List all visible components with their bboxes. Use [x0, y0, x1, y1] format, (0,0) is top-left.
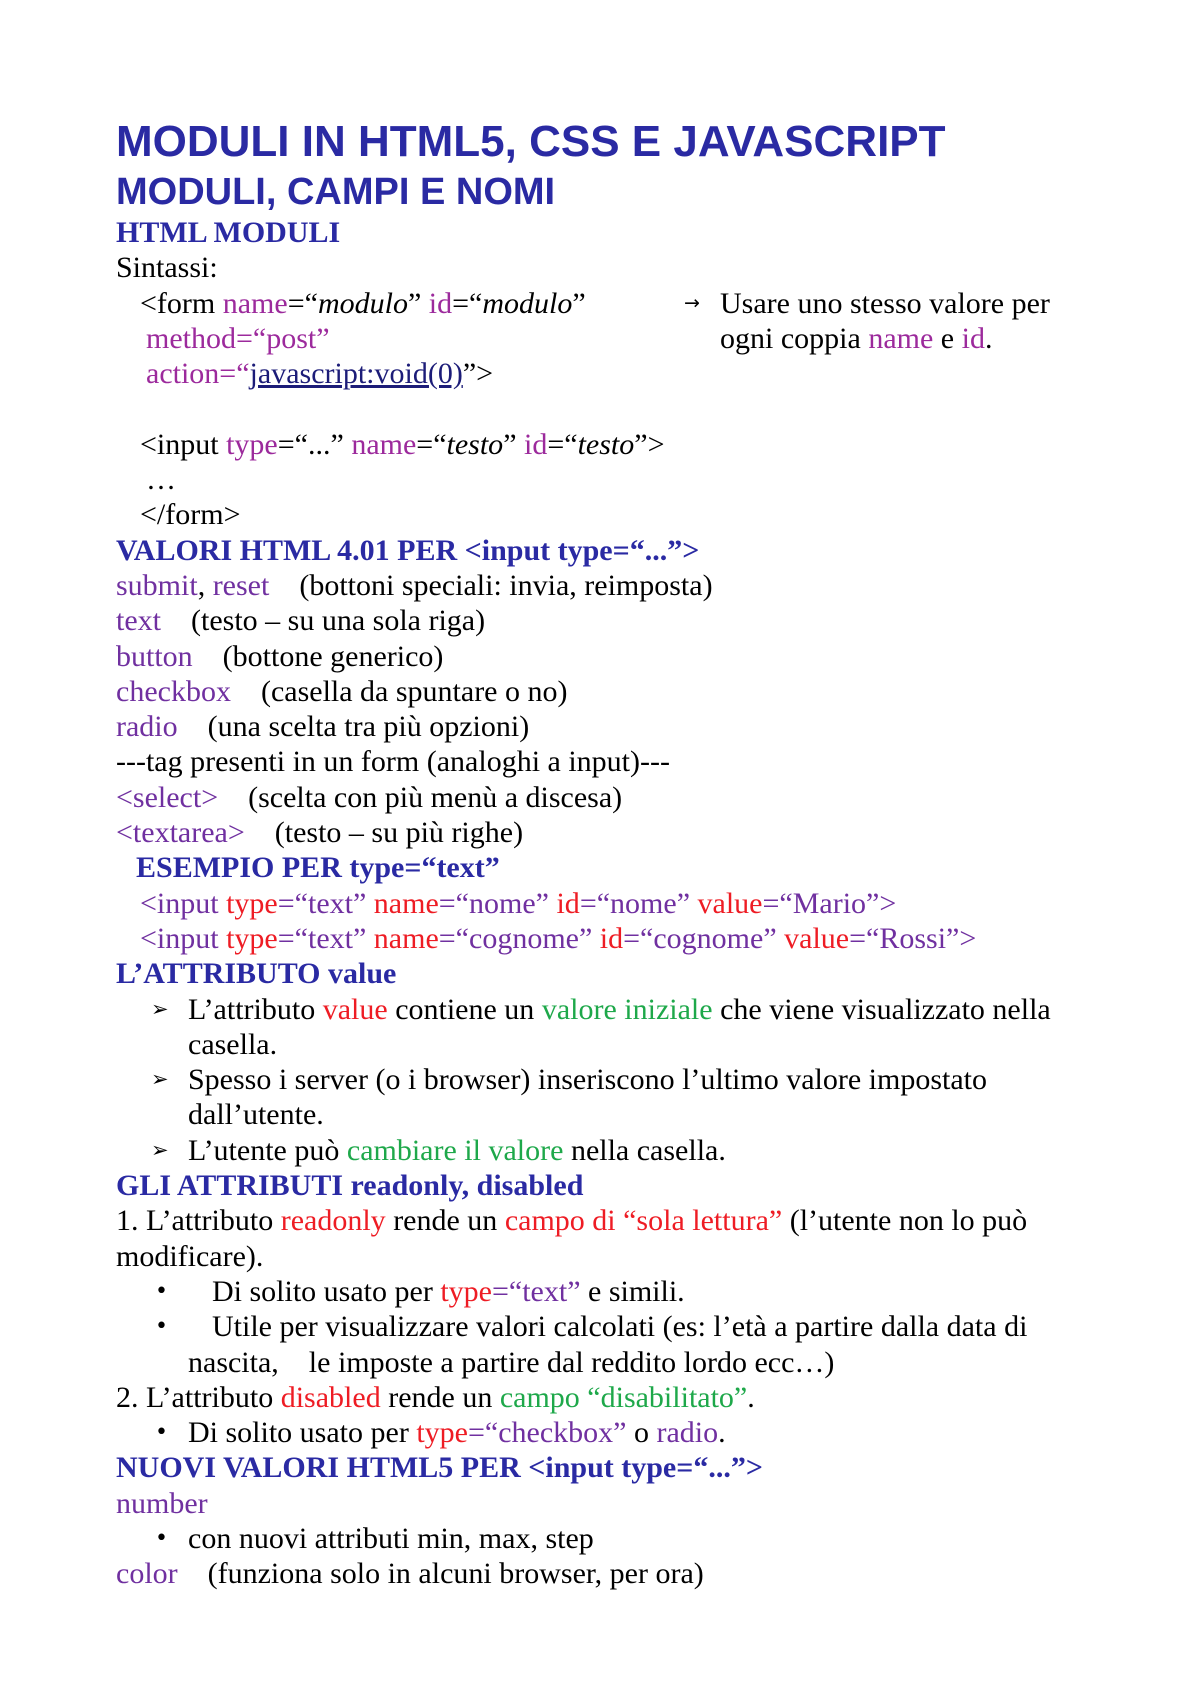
text-run: o — [626, 1416, 657, 1450]
text-run: (una scelta tra più opzioni) — [177, 710, 530, 744]
highlighted-text: id — [961, 321, 985, 355]
text-run: (scelta con più menù a discesa) — [218, 780, 623, 814]
example-code-line — [0, 921, 1200, 956]
section-heading-esempio: ESEMPIO PER type=“text” — [136, 851, 500, 885]
text-run: (funziona solo in alcuni browser, per ora) — [177, 1557, 704, 1591]
side-note-text — [720, 286, 1050, 321]
highlighted-text: cambiare il valore — [346, 1133, 564, 1167]
highlighted-text: valore iniziale — [541, 992, 713, 1026]
text-run: ” — [503, 427, 525, 461]
text-run: </form> — [140, 498, 241, 532]
input-type-item — [0, 639, 1200, 674]
example-code-line — [0, 886, 1200, 921]
text-run: (testo – su più righe) — [244, 816, 524, 850]
dot-bullet-icon: • — [155, 1420, 168, 1446]
highlighted-text: =“checkbox” — [467, 1416, 627, 1450]
text-run: rende un — [380, 1380, 500, 1414]
text-run: (casella da spuntare o no) — [230, 674, 568, 708]
text-run: ” — [407, 286, 429, 320]
text-run: =“ — [287, 286, 318, 320]
highlighted-text: name — [373, 921, 439, 955]
text-run: nella casella. — [563, 1133, 726, 1167]
code-text — [146, 322, 330, 355]
text-run: e simili. — [580, 1274, 685, 1308]
page-title: MODULI IN HTML5, CSS E JAVASCRIPT — [116, 117, 946, 166]
text-run: Di solito usato per — [212, 1274, 441, 1308]
form-close-tag-line — [0, 497, 1200, 532]
text-run: , — [197, 568, 213, 602]
bullet-text — [212, 1310, 1027, 1343]
highlighted-text: value — [322, 992, 388, 1026]
highlighted-text: <input — [140, 921, 227, 955]
input-type-item — [0, 568, 1200, 603]
text-run: . — [718, 1416, 726, 1450]
highlighted-text: id — [428, 286, 453, 320]
form-action-line — [0, 356, 1200, 391]
text-run: Di solito usato per — [188, 1416, 417, 1450]
text-run: . — [747, 1380, 755, 1414]
highlighted-text: button — [116, 639, 193, 673]
input-type-item — [0, 709, 1200, 744]
syntax-label: Sintassi: — [116, 251, 218, 285]
highlighted-text: color — [116, 1557, 178, 1591]
highlighted-text: type — [416, 1416, 468, 1450]
right-arrow-icon: → — [684, 291, 700, 314]
highlighted-text: text — [116, 604, 161, 638]
input-type-item — [0, 815, 1200, 850]
highlighted-text: type — [226, 921, 278, 955]
input-type-item — [0, 674, 1200, 709]
highlighted-text: =“text” — [277, 886, 374, 920]
highlighted-text: id — [524, 427, 548, 461]
highlighted-text: id — [556, 886, 580, 920]
link-text: javascript:void(0) — [249, 357, 463, 391]
text-run: modulo — [317, 286, 408, 320]
bullet-continuation — [0, 1027, 1200, 1062]
highlighted-text: readonly — [280, 1204, 386, 1238]
form-ellipsis-line — [0, 462, 1200, 497]
highlighted-text: disabled — [280, 1380, 381, 1414]
bullet-text — [188, 1416, 726, 1449]
highlighted-text: name — [222, 286, 288, 320]
text-run: L’utente può — [188, 1133, 347, 1167]
bullet-item — [0, 992, 1200, 1027]
document-body — [0, 215, 1200, 1592]
text-run: con nuovi attributi min, max, step — [188, 1521, 594, 1555]
highlighted-text: campo di “sola lettura” — [504, 1204, 783, 1238]
text-run: <form — [140, 286, 223, 320]
dot-bullet-icon: • — [155, 1525, 168, 1551]
text-run: testo — [577, 427, 635, 461]
bullet-item — [0, 1274, 1200, 1309]
dot-bullet-icon: • — [155, 1278, 168, 1304]
bullet-item — [0, 1062, 1200, 1097]
arrow-bullet-icon: ➢ — [151, 1137, 169, 1162]
text-run: e — [933, 321, 962, 355]
highlighted-text: =“cognome” — [438, 921, 600, 955]
text-run: ---tag presenti in un form (analoghi a input)--- — [116, 745, 670, 779]
highlighted-text: <input — [140, 886, 227, 920]
bullet-continuation — [0, 1097, 1200, 1132]
text-run: contiene un — [387, 992, 542, 1026]
text-run: modulo — [482, 286, 573, 320]
code-text — [140, 287, 586, 320]
text-run: =“ — [416, 427, 447, 461]
text-run: rende un — [385, 1204, 505, 1238]
text-run: Spesso i server (o i browser) inseriscono l’ultimo valore impostato — [188, 1063, 988, 1097]
highlighted-text: name — [373, 886, 439, 920]
text-run: (bottoni speciali: invia, reimposta) — [269, 568, 713, 602]
text-run: 2. L’attributo — [116, 1380, 281, 1414]
text-run: =“ — [547, 427, 578, 461]
dot-bullet-icon: • — [155, 1314, 168, 1340]
section-heading-readonly-disabled: GLI ATTRIBUTI readonly, disabled — [116, 1169, 584, 1203]
bullet-text — [188, 1522, 594, 1555]
highlighted-text: =“Rossi”> — [849, 921, 977, 955]
bullet-item — [0, 1521, 1200, 1556]
highlighted-text: =“cognome” — [623, 921, 785, 955]
highlighted-text: checkbox — [116, 674, 231, 708]
highlighted-text: reset — [212, 568, 270, 602]
section-heading-valori-html401: VALORI HTML 4.01 PER <input type=“...”> — [116, 533, 700, 567]
bullet-item — [0, 1415, 1200, 1450]
highlighted-text: value — [697, 886, 763, 920]
highlighted-text: <select> — [116, 780, 219, 814]
text-run: (bottone generico) — [192, 639, 444, 673]
text-run: ogni coppia — [720, 321, 869, 355]
highlighted-text: radio — [656, 1416, 719, 1450]
highlighted-text: submit — [116, 568, 198, 602]
text-run: =“...” — [277, 427, 352, 461]
text-run: <input — [140, 427, 227, 461]
input-type-item — [0, 1486, 1200, 1521]
highlighted-text: value — [784, 921, 850, 955]
highlighted-text: number — [116, 1486, 208, 1520]
page-subtitle: MODULI, CAMPI E NOMI — [116, 171, 556, 213]
bullet-item — [0, 1133, 1200, 1168]
text-run: (testo – su una sola riga) — [161, 604, 486, 638]
text-run: . — [984, 321, 993, 355]
form-method-line — [0, 321, 1200, 356]
highlighted-text: =“nome” — [438, 886, 557, 920]
text-run: nascita, le imposte a partire dal reddito lordo ecc…) — [188, 1345, 835, 1379]
text-run: 1. L’attributo — [116, 1204, 281, 1238]
numbered-item-continuation — [0, 1239, 1200, 1274]
highlighted-text: radio — [116, 710, 178, 744]
highlighted-text: =“Mario”> — [762, 886, 897, 920]
bullet-text — [212, 1275, 685, 1308]
highlighted-text: type — [440, 1274, 492, 1308]
form-tags-separator — [0, 744, 1200, 779]
text-run: modificare). — [116, 1239, 264, 1273]
text-run: ” — [572, 286, 586, 320]
side-note-text — [720, 321, 992, 356]
text-run: che viene visualizzato nella — [712, 992, 1051, 1026]
bullet-text — [188, 1134, 726, 1167]
text-run: ”> — [462, 357, 494, 391]
text-run: =“ — [452, 286, 483, 320]
input-type-item — [0, 780, 1200, 815]
highlighted-text: campo “disabilitato” — [499, 1380, 748, 1414]
text-run: (l’utente non lo può — [782, 1204, 1028, 1238]
highlighted-text: =“text” — [277, 921, 374, 955]
blank-line — [0, 391, 1200, 426]
highlighted-text: id — [599, 921, 624, 955]
highlighted-text: method=“post” — [146, 321, 330, 355]
highlighted-text: type — [226, 427, 278, 461]
form-open-tag-line — [0, 286, 1200, 321]
highlighted-text: type — [226, 886, 278, 920]
section-heading-attributo-value: L’ATTRIBUTO value — [116, 957, 397, 991]
input-type-item — [0, 603, 1200, 638]
text-run: L’attributo — [188, 992, 323, 1026]
text-run: Utile per visualizzare valori calcolati (es: l’età a partire dalla data di — [212, 1310, 1028, 1344]
bullet-item — [0, 1309, 1200, 1344]
highlighted-text: =“nome” — [579, 886, 698, 920]
bullet-text — [188, 993, 1051, 1026]
highlighted-text: =“text” — [491, 1274, 581, 1308]
text-run: casella. — [188, 1027, 278, 1061]
arrow-bullet-icon: ➢ — [151, 1067, 169, 1092]
highlighted-text: <textarea> — [116, 816, 245, 850]
text-run: Usare uno stesso valore per — [720, 286, 1050, 320]
numbered-item — [0, 1203, 1200, 1238]
highlighted-text: name — [868, 321, 934, 355]
input-type-item — [0, 1556, 1200, 1591]
numbered-item — [0, 1380, 1200, 1415]
text-run: testo — [446, 427, 504, 461]
form-input-line — [0, 427, 1200, 462]
arrow-bullet-icon: ➢ — [151, 996, 169, 1021]
highlighted-text: action=“ — [146, 357, 250, 391]
text-run: ”> — [634, 427, 665, 461]
bullet-text — [188, 1063, 987, 1096]
section-heading-html-moduli: HTML MODULI — [116, 216, 341, 249]
text-run: dall’utente. — [188, 1098, 324, 1132]
bullet-continuation — [0, 1345, 1200, 1380]
highlighted-text: name — [351, 427, 417, 461]
section-heading-nuovi-valori-html5: NUOVI VALORI HTML5 PER <input type=“...”> — [116, 1451, 763, 1485]
text-run: … — [146, 463, 176, 497]
